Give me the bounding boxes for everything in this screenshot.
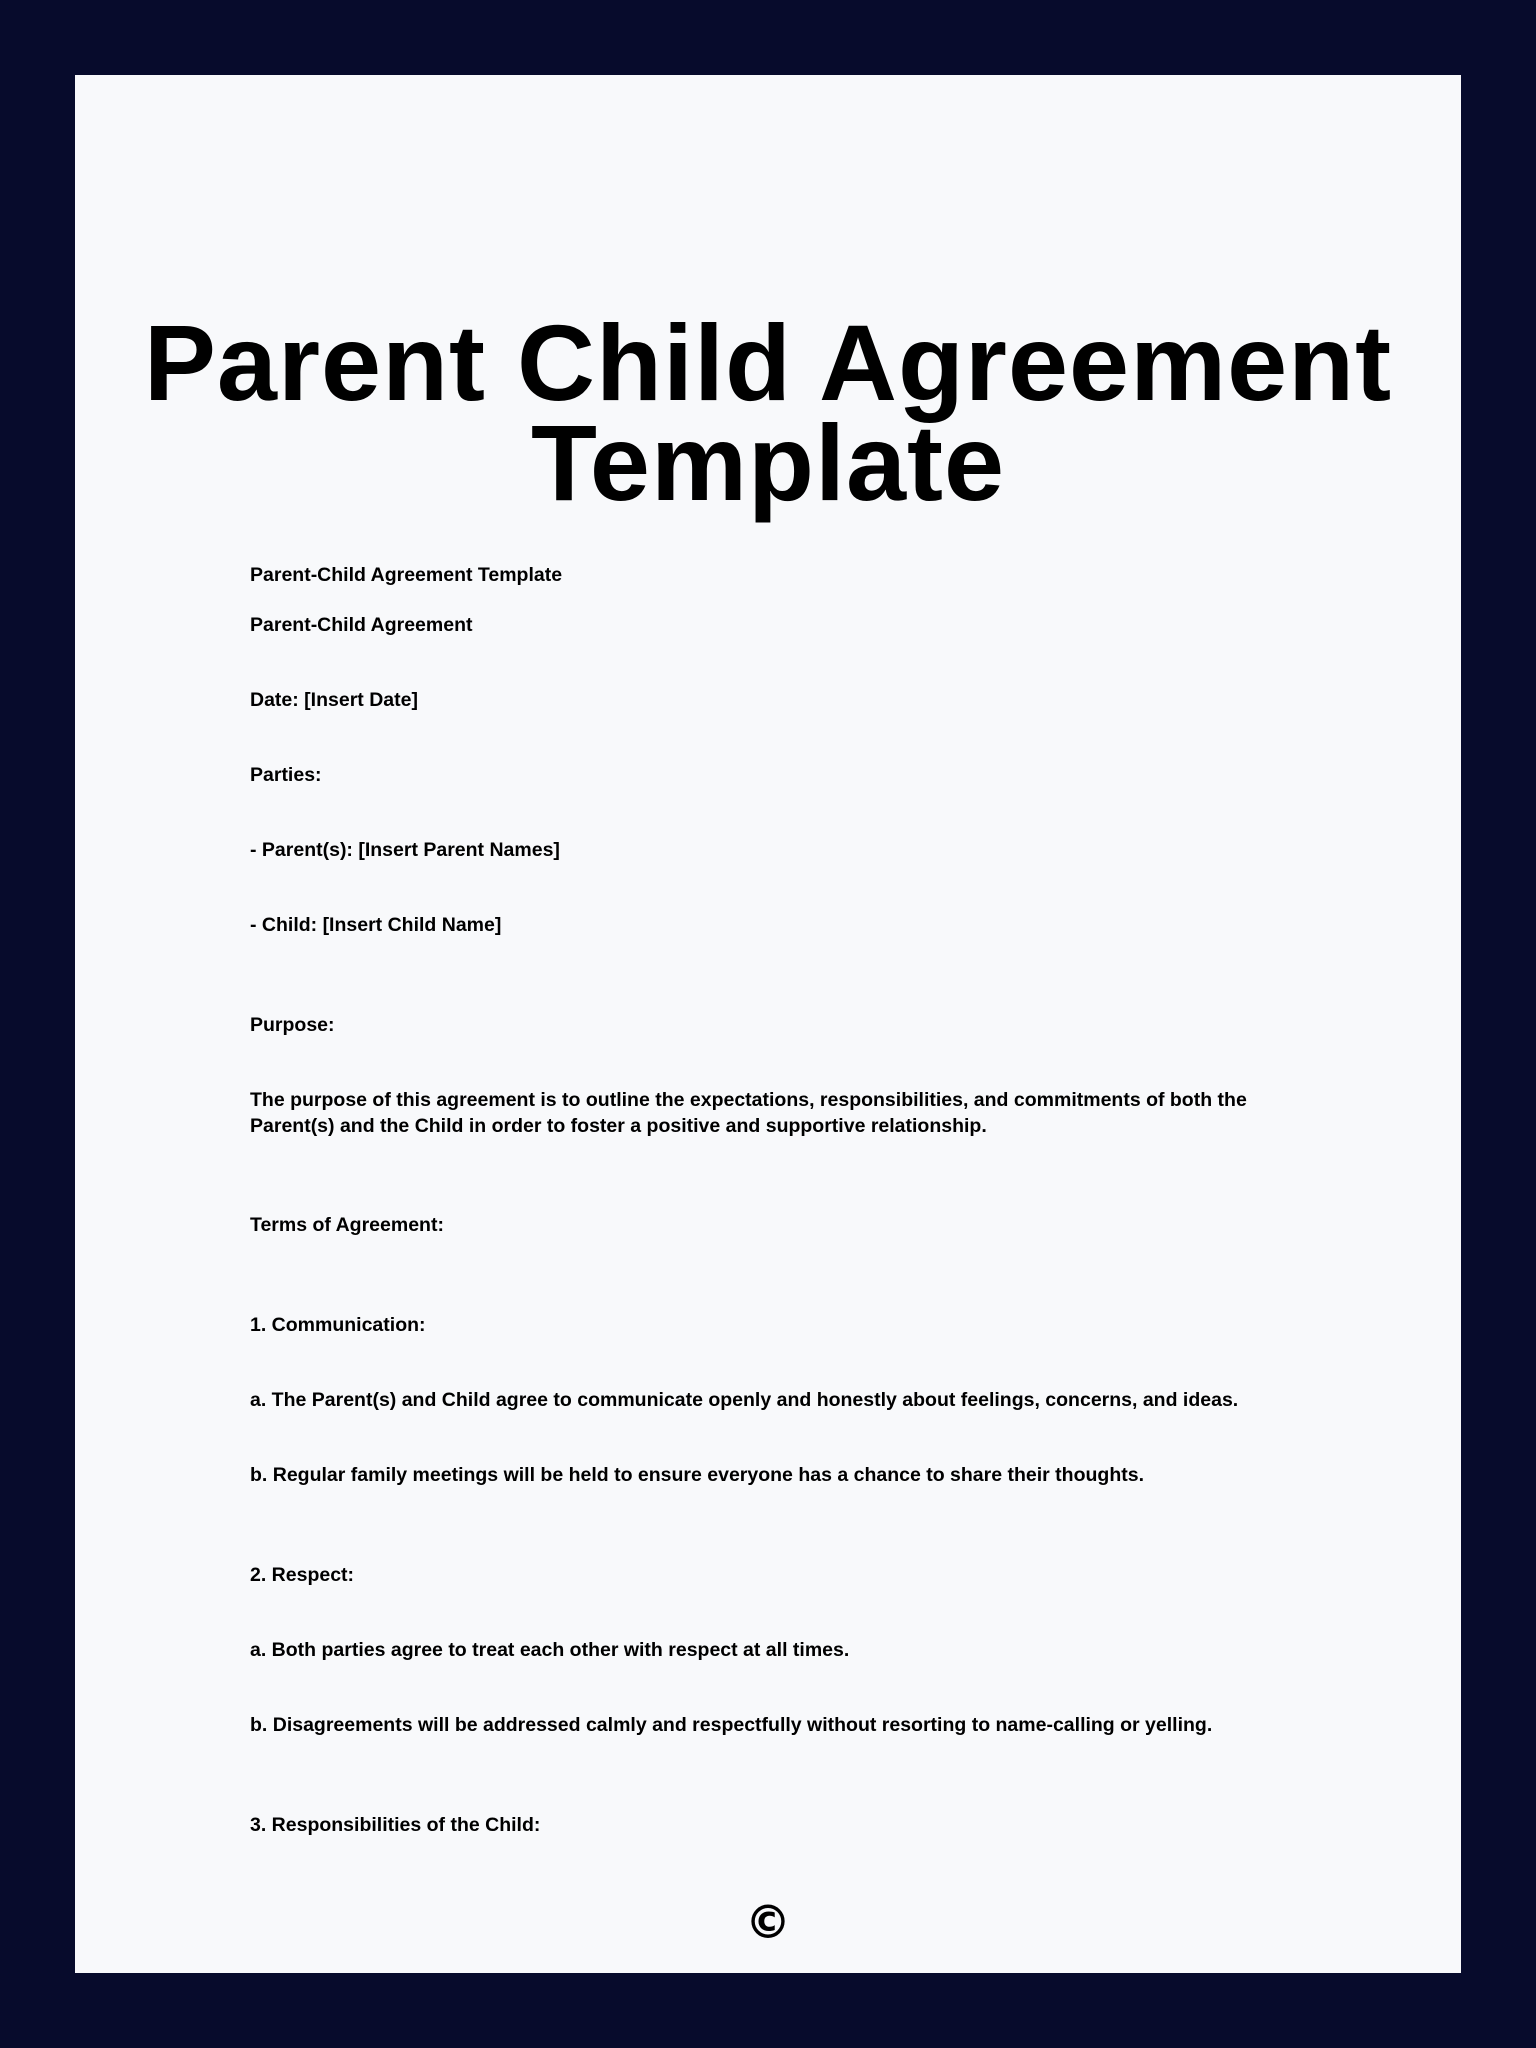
subtitle-heading: Parent-Child Agreement Template [250,564,563,586]
title-line-2: Template [530,402,1006,523]
section-1-item-b: b. Regular family meetings will be held to ensure everyone has a chance to share their thoughts. [250,1464,1144,1486]
terms-heading: Terms of Agreement: [250,1214,444,1236]
document-title [75,302,1461,523]
section-2-item-b: b. Disagreements will be addressed calmly and respectfully without resorting to name-calling or yelling. [250,1714,1213,1736]
parties-heading: Parties: [250,764,322,786]
copyright-icon: © [745,1895,791,1949]
parent-names-line: - Parent(s): [Insert Parent Names] [250,839,560,861]
agreement-heading: Parent-Child Agreement [250,614,473,636]
purpose-heading: Purpose: [250,1014,335,1036]
purpose-paragraph: The purpose of this agreement is to outline the expectations, responsibilities, and commitments of both the Parent(s) and the Child in order to foster a positive and supportive relationship. [250,1089,1247,1137]
section-2-item-a: a. Both parties agree to treat each other with respect at all times. [250,1639,850,1661]
title-line-1: Parent Child Agreement [143,302,1393,423]
section-2-heading: 2. Respect: [250,1564,355,1586]
document-page [75,75,1461,1973]
section-1-heading: 1. Communication: [250,1314,426,1336]
section-3-heading: 3. Responsibilities of the Child: [250,1814,541,1836]
section-1-item-a: a. The Parent(s) and Child agree to communicate openly and honestly about feelings, concerns, and ideas. [250,1389,1239,1411]
child-name-line: - Child: [Insert Child Name] [250,914,502,936]
date-line: Date: [Insert Date] [250,689,418,711]
